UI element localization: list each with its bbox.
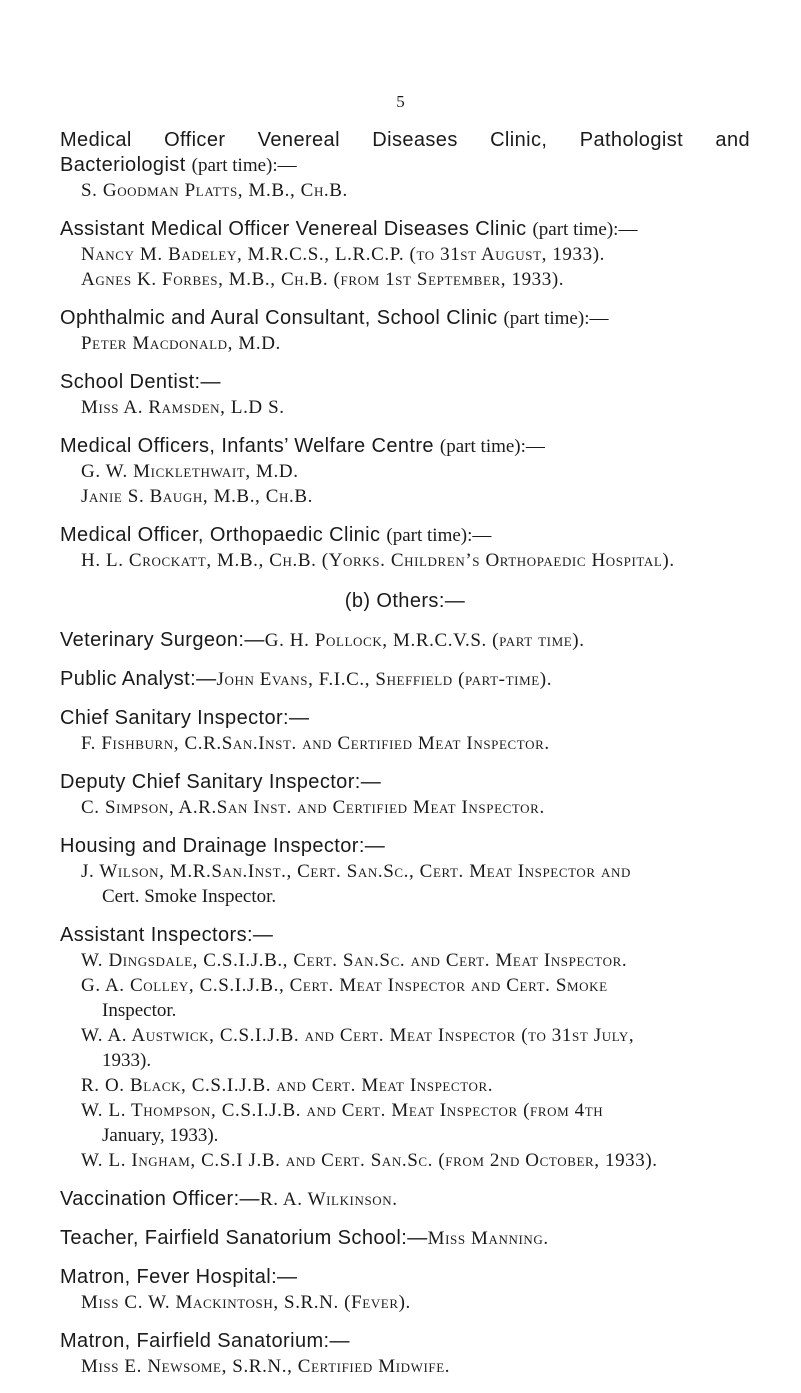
entry-housing-inspector xyxy=(60,834,750,909)
heading-text: Teacher, Fairfield Sanatorium School:— xyxy=(60,1227,428,1249)
staff-name: J. Wilson, M.R.San.Inst., Cert. San.Sc., Cert. Meat Inspector and xyxy=(81,861,631,882)
entry-infants-welfare xyxy=(60,434,750,509)
staff-name: Nancy M. Badeley, M.R.C.S., L.R.C.P. (to 31st August, 1933). xyxy=(81,244,606,265)
staff-name-cont: Inspector. xyxy=(102,1000,177,1021)
staff-name-cont: January, 1933). xyxy=(102,1125,219,1146)
entry-heading: Matron, Fairfield Sanatorium:— xyxy=(60,1330,350,1352)
staff-name: John Evans, F.I.C., Sheffield (part-time). xyxy=(216,669,553,690)
staff-list xyxy=(60,128,750,1393)
entry-school-dentist xyxy=(60,370,750,420)
staff-name: Agnes K. Forbes, M.B., Ch.B. (from 1st September, 1933). xyxy=(81,269,565,290)
entry-heading xyxy=(60,1187,750,1212)
heading-text: Assistant Medical Officer Venereal Diseases Clinic xyxy=(60,218,527,240)
staff-name: W. Dingsdale, C.S.I.J.B., Cert. San.Sc. and Cert. Meat Inspector. xyxy=(81,950,628,971)
heading-text: Ophthalmic and Aural Consultant, School Clinic xyxy=(60,307,498,329)
staff-name: S. Goodman Platts, M.B., Ch.B. xyxy=(81,180,348,201)
entry-heading-cont xyxy=(60,153,750,178)
staff-name: W. A. Austwick, C.S.I.J.B. and Cert. Meat Inspector (to 31st July, xyxy=(81,1025,635,1046)
entry-heading xyxy=(60,1226,750,1251)
entry-heading xyxy=(60,434,750,459)
entry-heading xyxy=(60,523,750,548)
staff-name: W. L. Thompson, C.S.I.J.B. and Cert. Meat Inspector (from 4th xyxy=(81,1100,604,1121)
entry-heading xyxy=(60,217,750,242)
staff-name: C. Simpson, A.R.San Inst. and Certified Meat Inspector. xyxy=(81,797,545,818)
entry-note: (part time):— xyxy=(532,219,638,240)
entry-heading: Deputy Chief Sanitary Inspector:— xyxy=(60,771,382,793)
staff-name: R. A. Wilkinson. xyxy=(259,1189,398,1210)
entry-note: (part time):— xyxy=(191,155,297,176)
entry-ophthalmic-consultant xyxy=(60,306,750,356)
entry-heading: Matron, Fever Hospital:— xyxy=(60,1266,298,1288)
staff-name: Miss C. W. Mackintosh, S.R.N. (Fever). xyxy=(81,1292,411,1313)
entry-heading: Assistant Inspectors:— xyxy=(60,924,274,946)
entry-heading xyxy=(60,667,750,692)
staff-name: F. Fishburn, C.R.San.Inst. and Certified Meat Inspector. xyxy=(81,733,550,754)
staff-name-cont: 1933). xyxy=(102,1050,152,1071)
staff-name: Miss Manning. xyxy=(427,1228,549,1249)
entry-chief-inspector xyxy=(60,706,750,756)
entry-note: (part time):— xyxy=(503,308,609,329)
staff-name: R. O. Black, C.S.I.J.B. and Cert. Meat Inspector. xyxy=(81,1075,494,1096)
staff-name-cont: Cert. Smoke Inspector. xyxy=(102,886,277,907)
entry-assistant-vd-officer xyxy=(60,217,750,292)
staff-name: G. A. Colley, C.S.I.J.B., Cert. Meat Inspector and Cert. Smoke xyxy=(81,975,608,996)
heading-text: Vaccination Officer:— xyxy=(60,1188,260,1210)
staff-name: Miss E. Newsome, S.R.N., Certified Midwife. xyxy=(81,1356,451,1377)
entry-heading xyxy=(60,306,750,331)
entry-heading: Chief Sanitary Inspector:— xyxy=(60,707,310,729)
staff-name: G. W. Micklethwait, M.D. xyxy=(81,461,299,482)
page-number: 5 xyxy=(396,92,405,111)
staff-name: W. L. Ingham, C.S.I J.B. and Cert. San.Sc. (from 2nd October, 1933). xyxy=(81,1150,658,1171)
heading-text: Public Analyst:— xyxy=(60,668,217,690)
entry-heading: Medical Officer Venereal Diseases Clinic, Pathologist and xyxy=(60,129,750,151)
staff-name: G. H. Pollock, M.R.C.V.S. (part time). xyxy=(264,630,585,651)
entry-heading xyxy=(60,628,750,653)
entry-note: (part time):— xyxy=(386,525,492,546)
heading-text: Veterinary Surgeon:— xyxy=(60,629,265,651)
entry-deputy-inspector xyxy=(60,770,750,820)
staff-name: Peter Macdonald, M.D. xyxy=(81,333,281,354)
entry-matron-fairfield xyxy=(60,1329,750,1379)
heading-text: Bacteriologist xyxy=(60,154,186,176)
entry-vd-officer xyxy=(60,128,750,203)
entry-assistant-inspectors xyxy=(60,923,750,1173)
staff-name: H. L. Crockatt, M.B., Ch.B. (Yorks. Children’s Orthopaedic Hospital). xyxy=(81,550,675,571)
entry-orthopaedic xyxy=(60,523,750,573)
entry-heading: School Dentist:— xyxy=(60,371,221,393)
heading-text: Medical Officers, Infants’ Welfare Centre xyxy=(60,435,434,457)
staff-name: Miss A. Ramsden, L.D S. xyxy=(81,397,285,418)
entry-teacher xyxy=(60,1226,750,1251)
entry-heading: Housing and Drainage Inspector:— xyxy=(60,835,386,857)
heading-text: Medical Officer, Orthopaedic Clinic xyxy=(60,524,381,546)
entry-public-analyst xyxy=(60,667,750,692)
entry-veterinary xyxy=(60,628,750,653)
others-heading: (b) Others:— xyxy=(344,590,466,612)
entry-note: (part time):— xyxy=(439,436,545,457)
entry-vaccination-officer xyxy=(60,1187,750,1212)
staff-name: Janie S. Baugh, M.B., Ch.B. xyxy=(81,486,313,507)
entry-matron-fever xyxy=(60,1265,750,1315)
